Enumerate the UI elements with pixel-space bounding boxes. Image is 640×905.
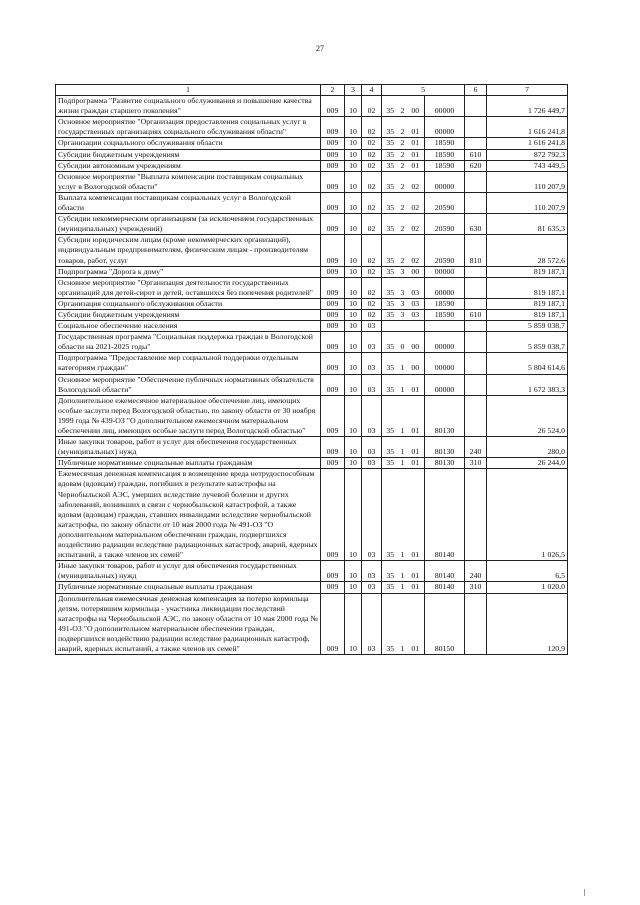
subsection-code-cell: 02 <box>362 298 382 309</box>
ministry-code-cell: 009 <box>321 117 345 138</box>
budget-table <box>55 84 568 655</box>
row-name-cell: Иные закупки товаров, работ и услуг для обеспечения государственных (муниципальных) нужд <box>56 437 321 458</box>
row-name-cell: Дополнительное ежемесячное материальное обеспечение лиц, имеющих особые заслуги перед Вологодской областью, по закону области от 30 ноября 1999 года № 439-ОЗ "О дополнительном ежемесячном материальном обеспечении лиц, имеющих особые заслуги перед Вологодской областью" <box>56 395 321 436</box>
subprogram-code-cell: 3 <box>397 309 409 320</box>
program-code-cell: 35 <box>382 458 397 469</box>
ministry-code-cell: 009 <box>321 353 345 374</box>
amount-cell: 5 859 038,7 <box>487 321 568 332</box>
activity-code-cell: 00 <box>409 353 425 374</box>
program-code-cell: 35 <box>382 437 397 458</box>
amount-cell: 743 449,5 <box>487 160 568 171</box>
table-row <box>56 593 568 655</box>
expense-type-code-cell: 610 <box>465 309 487 320</box>
activity-code-cell: 01 <box>409 582 425 593</box>
amount-cell: 819 187,1 <box>487 266 568 277</box>
direction-code-cell: 80130 <box>425 458 465 469</box>
subprogram-code-cell: 3 <box>397 298 409 309</box>
direction-code-cell: 18590 <box>425 149 465 160</box>
program-code-cell: 35 <box>382 277 397 298</box>
table-row <box>56 395 568 436</box>
direction-code-cell: 18590 <box>425 138 465 149</box>
subsection-code-cell: 02 <box>362 160 382 171</box>
column-header: 1 <box>56 85 321 96</box>
row-name-cell: Организация социального обслуживания области <box>56 298 321 309</box>
ministry-code-cell: 009 <box>321 298 345 309</box>
table-row <box>56 469 568 561</box>
subsection-code-cell: 02 <box>362 138 382 149</box>
direction-code-cell: 00000 <box>425 171 465 192</box>
ministry-code-cell: 009 <box>321 309 345 320</box>
direction-code-cell: 80140 <box>425 582 465 593</box>
amount-cell: 26 524,0 <box>487 395 568 436</box>
subprogram-code-cell: 1 <box>397 374 409 395</box>
amount-cell: 1 026,5 <box>487 469 568 561</box>
page-number: 27 <box>316 44 324 53</box>
program-code-cell: 35 <box>382 309 397 320</box>
direction-code-cell: 18590 <box>425 309 465 320</box>
amount-cell: 26 244,0 <box>487 458 568 469</box>
activity-code-cell: 01 <box>409 149 425 160</box>
program-code-cell: 35 <box>382 353 397 374</box>
table-body <box>56 96 568 655</box>
activity-code-cell: 02 <box>409 235 425 266</box>
subprogram-code-cell: 1 <box>397 395 409 436</box>
amount-cell: 1 616 241,8 <box>487 117 568 138</box>
subsection-code-cell: 03 <box>362 332 382 353</box>
row-name-cell: Ежемесячная денежная компенсация в возмещение вреда нетрудоспособным вдовам (вдовцам) граждан, погибших в результате катастрофы на Чернобыльской АЭС, умерших вследствие лучевой болезни и других заболеваний, возникших в связи с чернобыльской катастрофой, а также вдовам (вдовцам) граждан, ставших инвалидами вследствие чернобыльской катастрофы, по закону области от 10 мая 2000 года № 491-ОЗ "О дополнительном материальном обеспечении граждан, подвергшихся воздействию радиации вследствие радиационных катастроф, аварий, ядерных испытаний, а также членов их семей" <box>56 469 321 561</box>
section-code-cell: 10 <box>345 235 362 266</box>
activity-code-cell: 03 <box>409 309 425 320</box>
subsection-code-cell: 03 <box>362 561 382 582</box>
ministry-code-cell: 009 <box>321 214 345 235</box>
activity-code-cell: 01 <box>409 437 425 458</box>
amount-cell: 5 804 614,6 <box>487 353 568 374</box>
subprogram-code-cell: 1 <box>397 437 409 458</box>
expense-type-code-cell: 240 <box>465 437 487 458</box>
expense-type-code-cell: 310 <box>465 582 487 593</box>
table-row <box>56 437 568 458</box>
subsection-code-cell: 02 <box>362 96 382 117</box>
table-row <box>56 266 568 277</box>
column-header: 3 <box>345 85 362 96</box>
activity-code-cell: 03 <box>409 277 425 298</box>
subprogram-code-cell: 2 <box>397 96 409 117</box>
row-name-cell: Субсидии бюджетным учреждениям <box>56 149 321 160</box>
amount-cell: 110 207,9 <box>487 171 568 192</box>
margin-mark <box>584 889 585 896</box>
direction-code-cell: 20590 <box>425 192 465 213</box>
activity-code-cell: 02 <box>409 171 425 192</box>
activity-code-cell: 01 <box>409 593 425 655</box>
row-name-cell: Публичные нормативные социальные выплаты гражданам <box>56 582 321 593</box>
direction-code-cell: 00000 <box>425 374 465 395</box>
direction-code-cell: 00000 <box>425 96 465 117</box>
table-row <box>56 458 568 469</box>
table-row <box>56 582 568 593</box>
section-code-cell: 10 <box>345 561 362 582</box>
amount-cell: 1 020,0 <box>487 582 568 593</box>
expense-type-code-cell: 810 <box>465 235 487 266</box>
activity-code-cell: 01 <box>409 458 425 469</box>
expense-type-code-cell: 630 <box>465 214 487 235</box>
section-code-cell: 10 <box>345 353 362 374</box>
expense-type-code-cell <box>465 321 487 332</box>
section-code-cell: 10 <box>345 117 362 138</box>
section-code-cell: 10 <box>345 277 362 298</box>
program-code-cell: 35 <box>382 96 397 117</box>
direction-code-cell: 00000 <box>425 117 465 138</box>
table-row <box>56 149 568 160</box>
section-code-cell: 10 <box>345 160 362 171</box>
ministry-code-cell: 009 <box>321 469 345 561</box>
direction-code-cell: 80130 <box>425 437 465 458</box>
subsection-code-cell: 02 <box>362 214 382 235</box>
direction-code-cell: 18590 <box>425 160 465 171</box>
row-name-cell: Организации социального обслуживания области <box>56 138 321 149</box>
amount-cell: 280,0 <box>487 437 568 458</box>
table-row <box>56 309 568 320</box>
table-row <box>56 298 568 309</box>
ministry-code-cell: 009 <box>321 561 345 582</box>
section-code-cell: 10 <box>345 437 362 458</box>
subprogram-code-cell <box>397 321 409 332</box>
activity-code-cell: 00 <box>409 96 425 117</box>
row-name-cell: Подпрограмма "Развитие социального обслуживания и повышение качества жизни граждан старшего поколения" <box>56 96 321 117</box>
program-code-cell: 35 <box>382 395 397 436</box>
table-row <box>56 561 568 582</box>
expense-type-code-cell <box>465 117 487 138</box>
subsection-code-cell: 03 <box>362 395 382 436</box>
program-code-cell: 35 <box>382 171 397 192</box>
program-code-cell: 35 <box>382 469 397 561</box>
subprogram-code-cell: 3 <box>397 266 409 277</box>
program-code-cell: 35 <box>382 266 397 277</box>
subsection-code-cell: 02 <box>362 266 382 277</box>
section-code-cell: 10 <box>345 582 362 593</box>
ministry-code-cell: 009 <box>321 593 345 655</box>
program-code-cell: 35 <box>382 374 397 395</box>
program-code-cell: 35 <box>382 192 397 213</box>
row-name-cell: Выплата компенсации поставщикам социальных услуг в Вологодской области <box>56 192 321 213</box>
direction-code-cell: 00000 <box>425 266 465 277</box>
expense-type-code-cell: 310 <box>465 458 487 469</box>
direction-code-cell: 80140 <box>425 561 465 582</box>
activity-code-cell: 01 <box>409 117 425 138</box>
ministry-code-cell: 009 <box>321 235 345 266</box>
direction-code-cell <box>425 321 465 332</box>
program-code-cell: 35 <box>382 214 397 235</box>
section-code-cell: 10 <box>345 309 362 320</box>
ministry-code-cell: 009 <box>321 160 345 171</box>
expense-type-code-cell <box>465 192 487 213</box>
row-name-cell: Основное мероприятие "Обеспечение публичных нормативных обязательств Вологодской области" <box>56 374 321 395</box>
program-code-cell: 35 <box>382 160 397 171</box>
section-code-cell: 10 <box>345 374 362 395</box>
activity-code-cell: 02 <box>409 192 425 213</box>
direction-code-cell: 80130 <box>425 395 465 436</box>
expense-type-code-cell <box>465 171 487 192</box>
subsection-code-cell: 02 <box>362 192 382 213</box>
expense-type-code-cell: 610 <box>465 149 487 160</box>
subprogram-code-cell: 0 <box>397 332 409 353</box>
amount-cell: 6,5 <box>487 561 568 582</box>
subsection-code-cell: 02 <box>362 309 382 320</box>
table-row <box>56 353 568 374</box>
table-row <box>56 235 568 266</box>
expense-type-code-cell <box>465 395 487 436</box>
column-header: 7 <box>487 85 568 96</box>
expense-type-code-cell <box>465 332 487 353</box>
subprogram-code-cell: 1 <box>397 593 409 655</box>
table-row <box>56 171 568 192</box>
section-code-cell: 10 <box>345 214 362 235</box>
amount-cell: 872 792,3 <box>487 149 568 160</box>
activity-code-cell: 01 <box>409 138 425 149</box>
ministry-code-cell: 009 <box>321 332 345 353</box>
section-code-cell: 10 <box>345 458 362 469</box>
section-code-cell: 10 <box>345 138 362 149</box>
row-name-cell: Субсидии некоммерческим организациям (за исключением государственных (муниципальных) учреждений) <box>56 214 321 235</box>
subprogram-code-cell: 2 <box>397 138 409 149</box>
subprogram-code-cell: 2 <box>397 117 409 138</box>
expense-type-code-cell <box>465 138 487 149</box>
ministry-code-cell: 009 <box>321 458 345 469</box>
row-name-cell: Субсидии юридическим лицам (кроме некоммерческих организаций), индивидуальным предпринимателям, физическим лицам - производителям товаров, работ, услуг <box>56 235 321 266</box>
activity-code-cell: 02 <box>409 214 425 235</box>
table-row <box>56 332 568 353</box>
amount-cell: 819 187,1 <box>487 277 568 298</box>
column-header: 4 <box>362 85 382 96</box>
direction-code-cell: 00000 <box>425 332 465 353</box>
subsection-code-cell: 03 <box>362 374 382 395</box>
section-code-cell: 10 <box>345 321 362 332</box>
subsection-code-cell: 03 <box>362 353 382 374</box>
table-row <box>56 374 568 395</box>
ministry-code-cell: 009 <box>321 374 345 395</box>
activity-code-cell: 01 <box>409 469 425 561</box>
subprogram-code-cell: 2 <box>397 192 409 213</box>
subsection-code-cell: 03 <box>362 593 382 655</box>
section-code-cell: 10 <box>345 593 362 655</box>
activity-code-cell: 00 <box>409 332 425 353</box>
section-code-cell: 10 <box>345 96 362 117</box>
row-name-cell: Подпрограмма "Дорога к дому" <box>56 266 321 277</box>
direction-code-cell: 00000 <box>425 353 465 374</box>
amount-cell: 110 207,9 <box>487 192 568 213</box>
program-code-cell: 35 <box>382 298 397 309</box>
table-row <box>56 277 568 298</box>
subsection-code-cell: 03 <box>362 437 382 458</box>
section-code-cell: 10 <box>345 149 362 160</box>
table-row <box>56 321 568 332</box>
program-code-cell: 35 <box>382 582 397 593</box>
row-name-cell: Социальное обеспечение населения <box>56 321 321 332</box>
subsection-code-cell: 02 <box>362 149 382 160</box>
column-header: 5 <box>382 85 465 96</box>
table-row <box>56 214 568 235</box>
subprogram-code-cell: 2 <box>397 149 409 160</box>
expense-type-code-cell <box>465 469 487 561</box>
ministry-code-cell: 009 <box>321 277 345 298</box>
ministry-code-cell: 009 <box>321 149 345 160</box>
amount-cell: 1 672 383,3 <box>487 374 568 395</box>
program-code-cell: 35 <box>382 593 397 655</box>
table-row <box>56 160 568 171</box>
section-code-cell: 10 <box>345 171 362 192</box>
ministry-code-cell: 009 <box>321 582 345 593</box>
subprogram-code-cell: 2 <box>397 235 409 266</box>
activity-code-cell: 01 <box>409 160 425 171</box>
expense-type-code-cell: 620 <box>465 160 487 171</box>
column-header: 6 <box>465 85 487 96</box>
amount-cell: 120,9 <box>487 593 568 655</box>
expense-type-code-cell <box>465 593 487 655</box>
subsection-code-cell: 03 <box>362 469 382 561</box>
subprogram-code-cell: 1 <box>397 582 409 593</box>
activity-code-cell: 01 <box>409 374 425 395</box>
ministry-code-cell: 009 <box>321 192 345 213</box>
subprogram-code-cell: 2 <box>397 171 409 192</box>
row-name-cell: Иные закупки товаров, работ и услуг для обеспечения государственных (муниципальных) нужд <box>56 561 321 582</box>
activity-code-cell: 03 <box>409 298 425 309</box>
program-code-cell: 35 <box>382 561 397 582</box>
program-code-cell: 35 <box>382 117 397 138</box>
program-code-cell: 35 <box>382 138 397 149</box>
section-code-cell: 10 <box>345 332 362 353</box>
subsection-code-cell: 02 <box>362 117 382 138</box>
ministry-code-cell: 009 <box>321 395 345 436</box>
direction-code-cell: 80140 <box>425 469 465 561</box>
amount-cell: 1 616 241,8 <box>487 138 568 149</box>
table-row <box>56 96 568 117</box>
row-name-cell: Государственная программа "Социальная поддержка граждан в Вологодской области на 2021-2025 годы" <box>56 332 321 353</box>
section-code-cell: 10 <box>345 395 362 436</box>
row-name-cell: Субсидии бюджетным учреждениям <box>56 309 321 320</box>
subprogram-code-cell: 2 <box>397 214 409 235</box>
amount-cell: 819 187,1 <box>487 309 568 320</box>
subprogram-code-cell: 3 <box>397 277 409 298</box>
activity-code-cell <box>409 321 425 332</box>
section-code-cell: 10 <box>345 266 362 277</box>
subsection-code-cell: 03 <box>362 321 382 332</box>
subsection-code-cell: 03 <box>362 582 382 593</box>
direction-code-cell: 18590 <box>425 298 465 309</box>
subprogram-code-cell: 1 <box>397 561 409 582</box>
row-name-cell: Подпрограмма "Предоставление мер социальной поддержки отдельным категориям граждан" <box>56 353 321 374</box>
ministry-code-cell: 009 <box>321 266 345 277</box>
subsection-code-cell: 02 <box>362 235 382 266</box>
row-name-cell: Дополнительная ежемесячная денежная компенсация за потерю кормильца детям, потерявшим кормильца - участника ликвидации последствий катастрофы на Чернобыльской АЭС, по закону области от 10 мая 2000 года № 491-ОЗ "О дополнительном материальном обеспечении граждан, подвергшихся воздействию радиации вследствие радиационных катастроф, аварий, ядерных испытаний, а также членов их семей" <box>56 593 321 655</box>
table-row <box>56 117 568 138</box>
ministry-code-cell: 009 <box>321 321 345 332</box>
subprogram-code-cell: 1 <box>397 469 409 561</box>
direction-code-cell: 00000 <box>425 277 465 298</box>
row-name-cell: Основное мероприятие "Выплата компенсации поставщикам социальных услуг в Вологодской области" <box>56 171 321 192</box>
subprogram-code-cell: 1 <box>397 353 409 374</box>
subprogram-code-cell: 2 <box>397 160 409 171</box>
subprogram-code-cell: 1 <box>397 458 409 469</box>
row-name-cell: Публичные нормативные социальные выплаты гражданам <box>56 458 321 469</box>
amount-cell: 1 726 449,7 <box>487 96 568 117</box>
expense-type-code-cell <box>465 96 487 117</box>
program-code-cell: 35 <box>382 235 397 266</box>
section-code-cell: 10 <box>345 298 362 309</box>
expense-type-code-cell <box>465 277 487 298</box>
amount-cell: 5 859 038,7 <box>487 332 568 353</box>
table-row <box>56 192 568 213</box>
ministry-code-cell: 009 <box>321 437 345 458</box>
expense-type-code-cell <box>465 374 487 395</box>
activity-code-cell: 00 <box>409 266 425 277</box>
column-header: 2 <box>321 85 345 96</box>
expense-type-code-cell <box>465 353 487 374</box>
direction-code-cell: 20590 <box>425 235 465 266</box>
row-name-cell: Основное мероприятие "Организация предоставления социальных услуг в государственных организациях социального обслуживания области" <box>56 117 321 138</box>
direction-code-cell: 80150 <box>425 593 465 655</box>
expense-type-code-cell: 240 <box>465 561 487 582</box>
subsection-code-cell: 03 <box>362 458 382 469</box>
expense-type-code-cell <box>465 266 487 277</box>
program-code-cell <box>382 321 397 332</box>
program-code-cell: 35 <box>382 332 397 353</box>
table-header-row <box>56 85 568 96</box>
section-code-cell: 10 <box>345 469 362 561</box>
direction-code-cell: 20590 <box>425 214 465 235</box>
ministry-code-cell: 009 <box>321 171 345 192</box>
amount-cell: 81 635,3 <box>487 214 568 235</box>
activity-code-cell: 01 <box>409 561 425 582</box>
section-code-cell: 10 <box>345 192 362 213</box>
row-name-cell: Субсидии автономным учреждениям <box>56 160 321 171</box>
amount-cell: 28 572,6 <box>487 235 568 266</box>
subsection-code-cell: 02 <box>362 277 382 298</box>
ministry-code-cell: 009 <box>321 138 345 149</box>
activity-code-cell: 01 <box>409 395 425 436</box>
ministry-code-cell: 009 <box>321 96 345 117</box>
program-code-cell: 35 <box>382 149 397 160</box>
expense-type-code-cell <box>465 298 487 309</box>
table-row <box>56 138 568 149</box>
amount-cell: 819 187,1 <box>487 298 568 309</box>
subsection-code-cell: 02 <box>362 171 382 192</box>
row-name-cell: Основное мероприятие "Организация деятельности государственных организаций для детей-сирот и детей, оставшихся без попечения родителей" <box>56 277 321 298</box>
